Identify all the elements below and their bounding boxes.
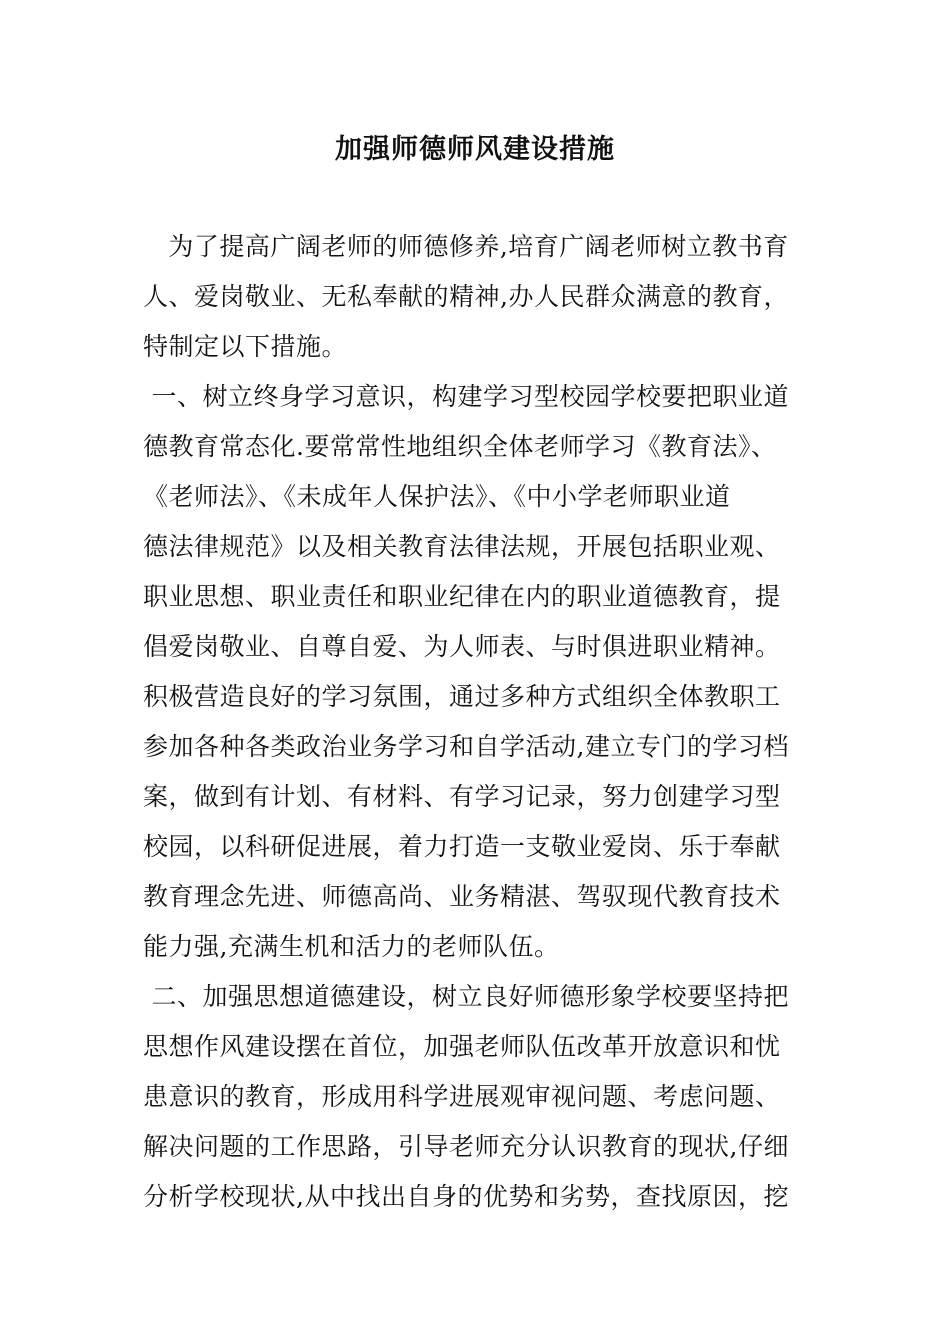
body-line: 案，做到有计划、有材料、有学习记录，努力创建学习型 — [143, 782, 781, 811]
section-heading-line: 一、树立终身学习意识，构建学习型校园学校要把职业道 — [143, 382, 789, 411]
body-line: 《老师法》、《未成年人保护法》、《中小学老师职业道 — [143, 482, 731, 511]
body-line: 积极营造良好的学习氛围，通过多种方式组织全体教职工 — [143, 682, 781, 711]
section-heading-line: 二、加强思想道德建设，树立良好师德形象学校要坚持把 — [143, 982, 789, 1011]
body-line: 特制定以下措施。 — [143, 332, 348, 361]
body-line: 德教育常态化.要常常性地组织全体老师学习《教育法》、 — [143, 432, 777, 461]
body-line: 职业思想、职业责任和职业纪律在内的职业道德教育，提 — [143, 582, 781, 611]
body-line: 患意识的教育，形成用科学进展观审视问题、考虑问题、 — [143, 1082, 781, 1111]
body-line: 解决问题的工作思路，引导老师充分认识教育的现状,仔细 — [143, 1132, 789, 1161]
body-line: 校园，以科研促进展，着力打造一支敬业爱岗、乐于奉献 — [143, 832, 781, 861]
body-line: 倡爱岗敬业、自尊自爱、为人师表、与时俱进职业精神。 — [143, 632, 781, 661]
body-line: 为了提高广阔老师的师德修养,培育广阔老师树立教书育 — [143, 232, 789, 261]
body-line: 参加各种各类政治业务学习和自学活动,建立专门的学习档 — [143, 732, 789, 761]
body-line: 思想作风建设摆在首位，加强老师队伍改革开放意识和忧 — [143, 1032, 781, 1061]
document-title: 加强师德师风建设措施 — [335, 134, 615, 165]
body-line: 教育理念先进、师德高尚、业务精湛、驾驭现代教育技术 — [143, 882, 781, 911]
body-line: 能力强,充满生机和活力的老师队伍。 — [143, 932, 560, 961]
body-line: 分析学校现状,从中找出自身的优势和劣势，查找原因，挖 — [143, 1182, 789, 1211]
body-line: 德法律规范》以及相关教育法律法规，开展包括职业观、 — [143, 532, 781, 561]
body-line: 人、爱岗敬业、无私奉献的精神,办人民群众满意的教育， — [143, 282, 789, 311]
